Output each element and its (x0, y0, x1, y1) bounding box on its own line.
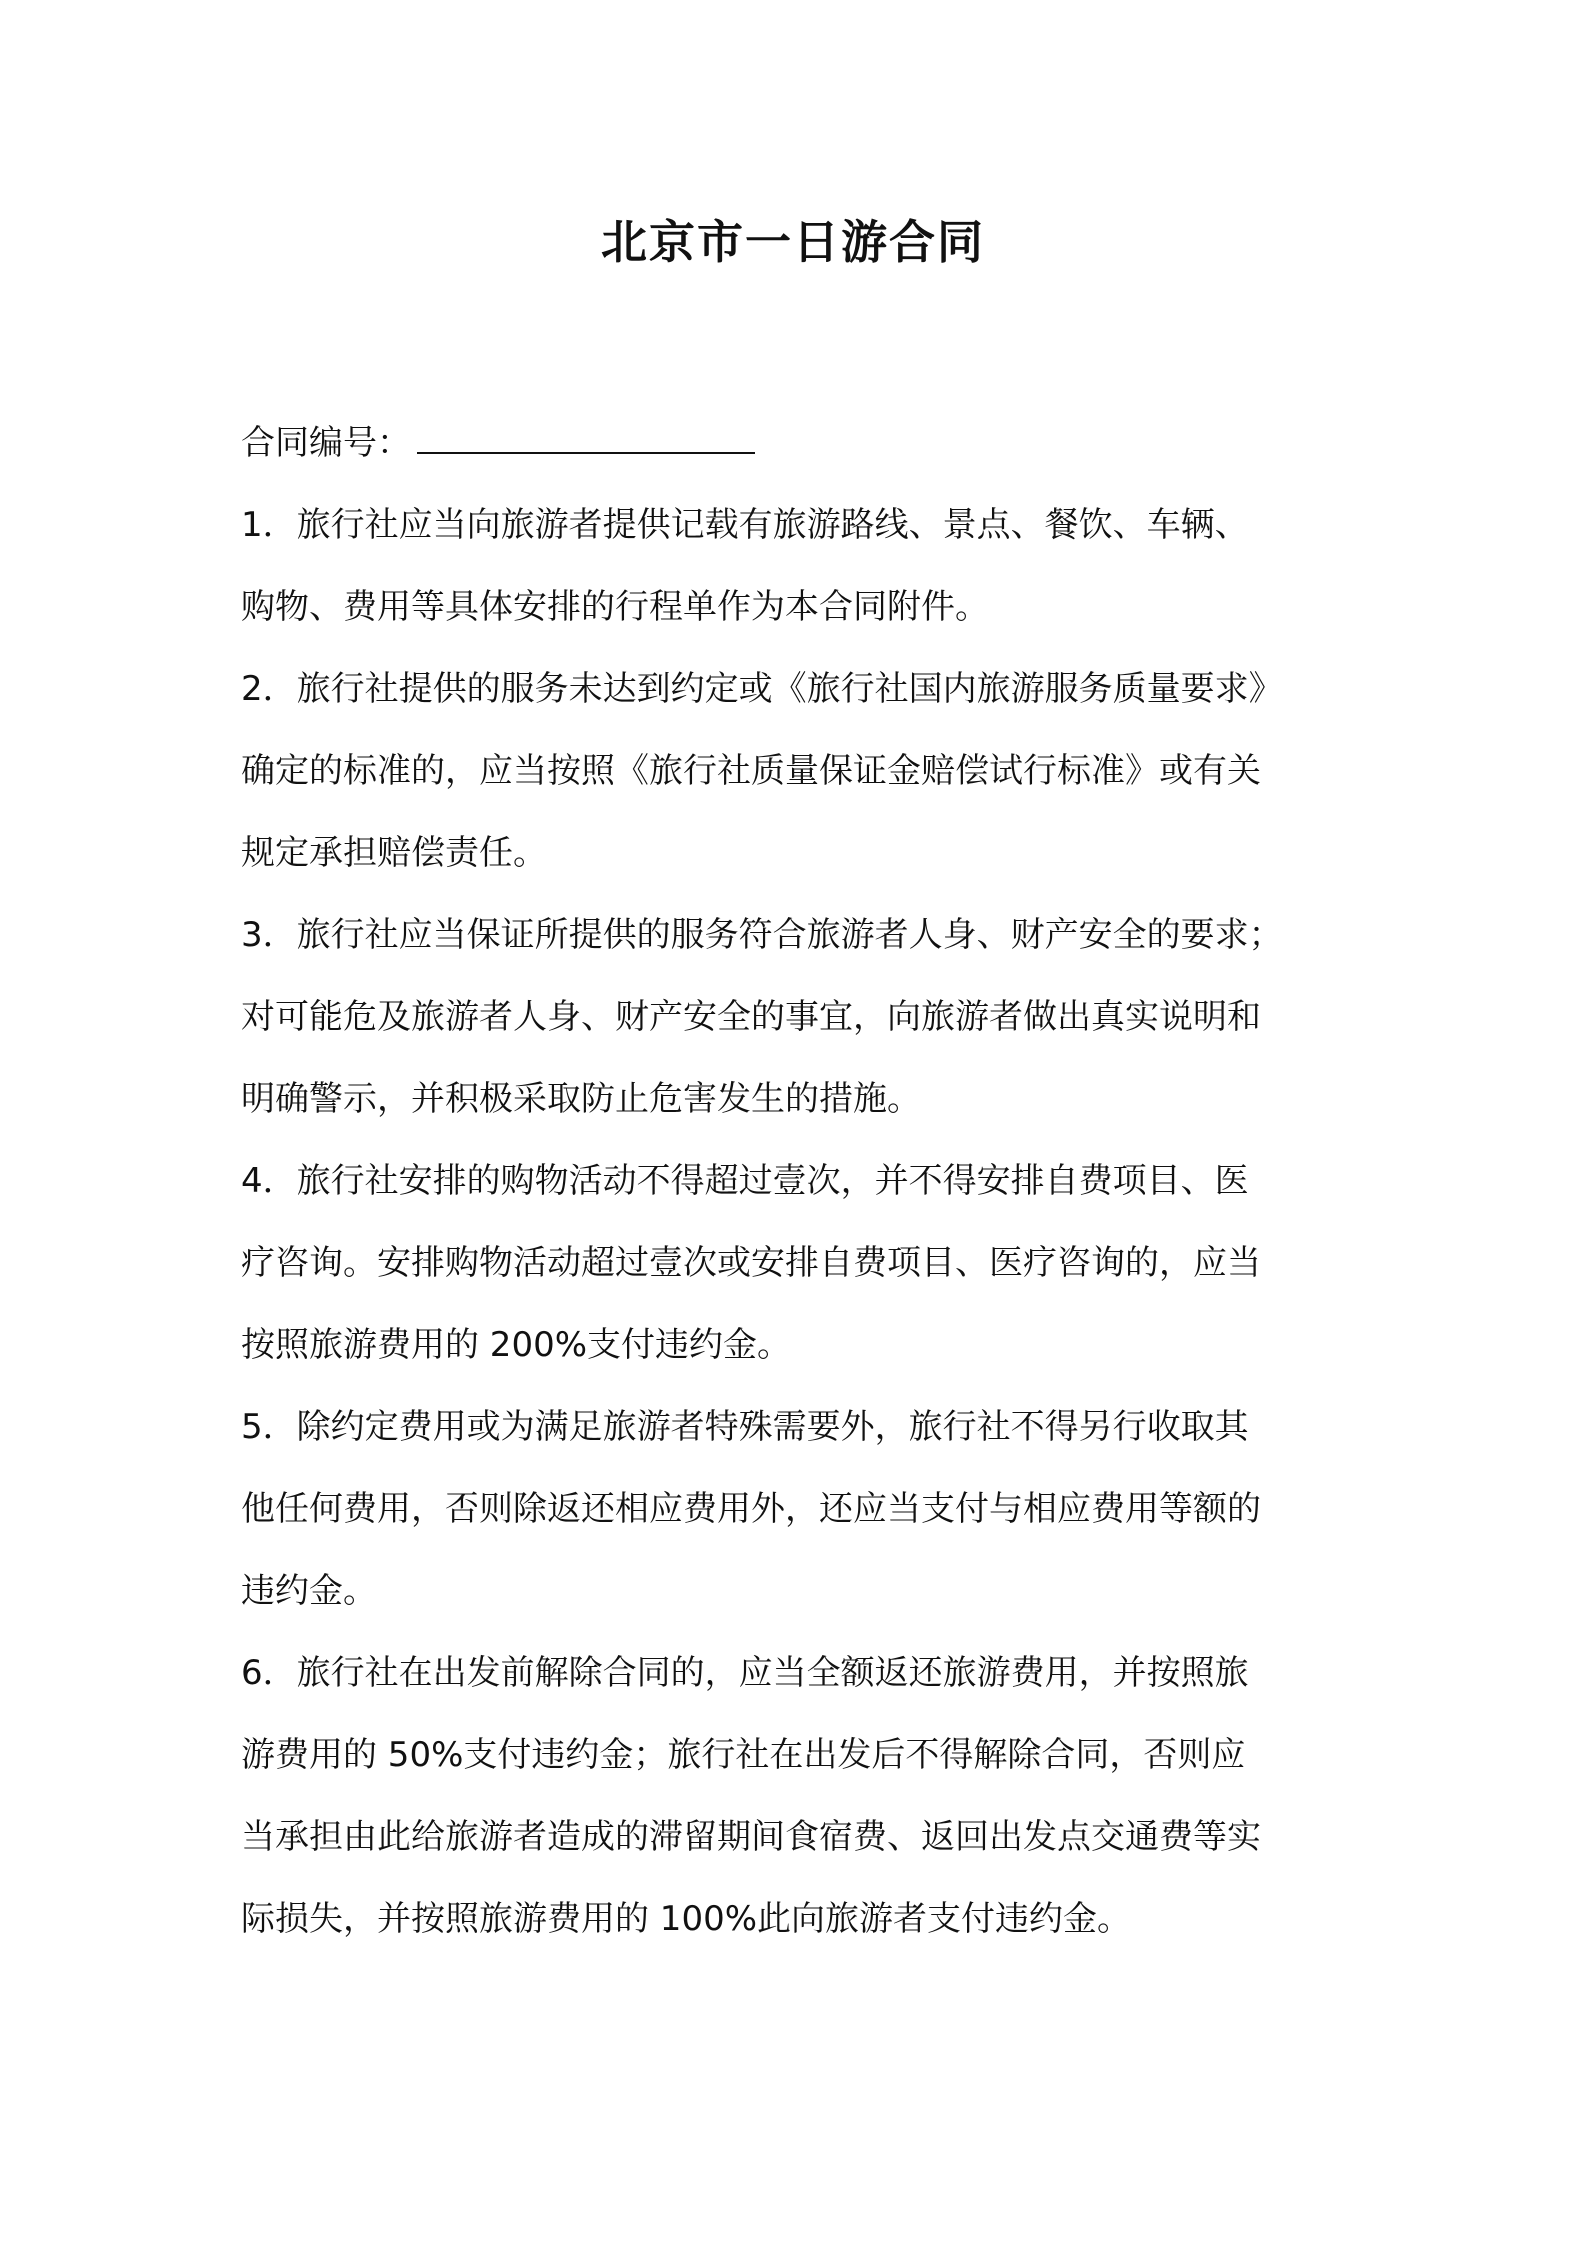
contract-number-blank (417, 412, 755, 454)
document-title: 北京市一日游合同 (601, 215, 985, 269)
clause-2 (241, 648, 1361, 894)
clause-6 (241, 1632, 1361, 1960)
contract-number-line (241, 402, 1361, 484)
clause-line: 6．旅行社在出发前解除合同的，应当全额返还旅游费用，并按照旅 (241, 1653, 1249, 1693)
clause-line: 游费用的 50%支付违约金；旅行社在出发后不得解除合同，否则应 (241, 1735, 1246, 1775)
clause-line: 5．除约定费用或为满足旅游者特殊需要外，旅行社不得另行收取其 (241, 1407, 1249, 1447)
clause-line: 按照旅游费用的 200%支付违约金。 (241, 1325, 792, 1365)
clause-3 (241, 894, 1361, 1140)
clause-line: 3．旅行社应当保证所提供的服务符合旅游者人身、财产安全的要求； (241, 915, 1283, 955)
document-body (241, 402, 1361, 1960)
clause-line: 4．旅行社安排的购物活动不得超过壹次，并不得安排自费项目、医 (241, 1161, 1249, 1201)
clause-1 (241, 484, 1361, 648)
clause-line: 明确警示，并积极采取防止危害发生的措施。 (241, 1079, 921, 1119)
clause-4 (241, 1140, 1361, 1386)
clause-line: 1．旅行社应当向旅游者提供记载有旅游路线、景点、餐饮、车辆、 (241, 505, 1249, 545)
clause-line: 际损失，并按照旅游费用的 100%此向旅游者支付违约金。 (241, 1899, 1132, 1939)
clause-line: 疗咨询。安排购物活动超过壹次或安排自费项目、医疗咨询的，应当 (241, 1243, 1261, 1283)
clause-line: 确定的标准的，应当按照《旅行社质量保证金赔偿试行标准》或有关 (241, 751, 1261, 791)
clause-5 (241, 1386, 1361, 1632)
clause-line: 购物、费用等具体安排的行程单作为本合同附件。 (241, 587, 989, 627)
clause-line: 他任何费用，否则除返还相应费用外，还应当支付与相应费用等额的 (241, 1489, 1261, 1529)
clause-line: 对可能危及旅游者人身、财产安全的事宜，向旅游者做出真实说明和 (241, 997, 1261, 1037)
clause-line: 规定承担赔偿责任。 (241, 833, 547, 873)
clause-line: 当承担由此给旅游者造成的滞留期间食宿费、返回出发点交通费等实 (241, 1817, 1261, 1857)
contract-number-label: 合同编号： (241, 423, 411, 463)
clause-line: 2．旅行社提供的服务未达到约定或《旅行社国内旅游服务质量要求》 (241, 669, 1283, 709)
clause-line: 违约金。 (241, 1571, 377, 1611)
